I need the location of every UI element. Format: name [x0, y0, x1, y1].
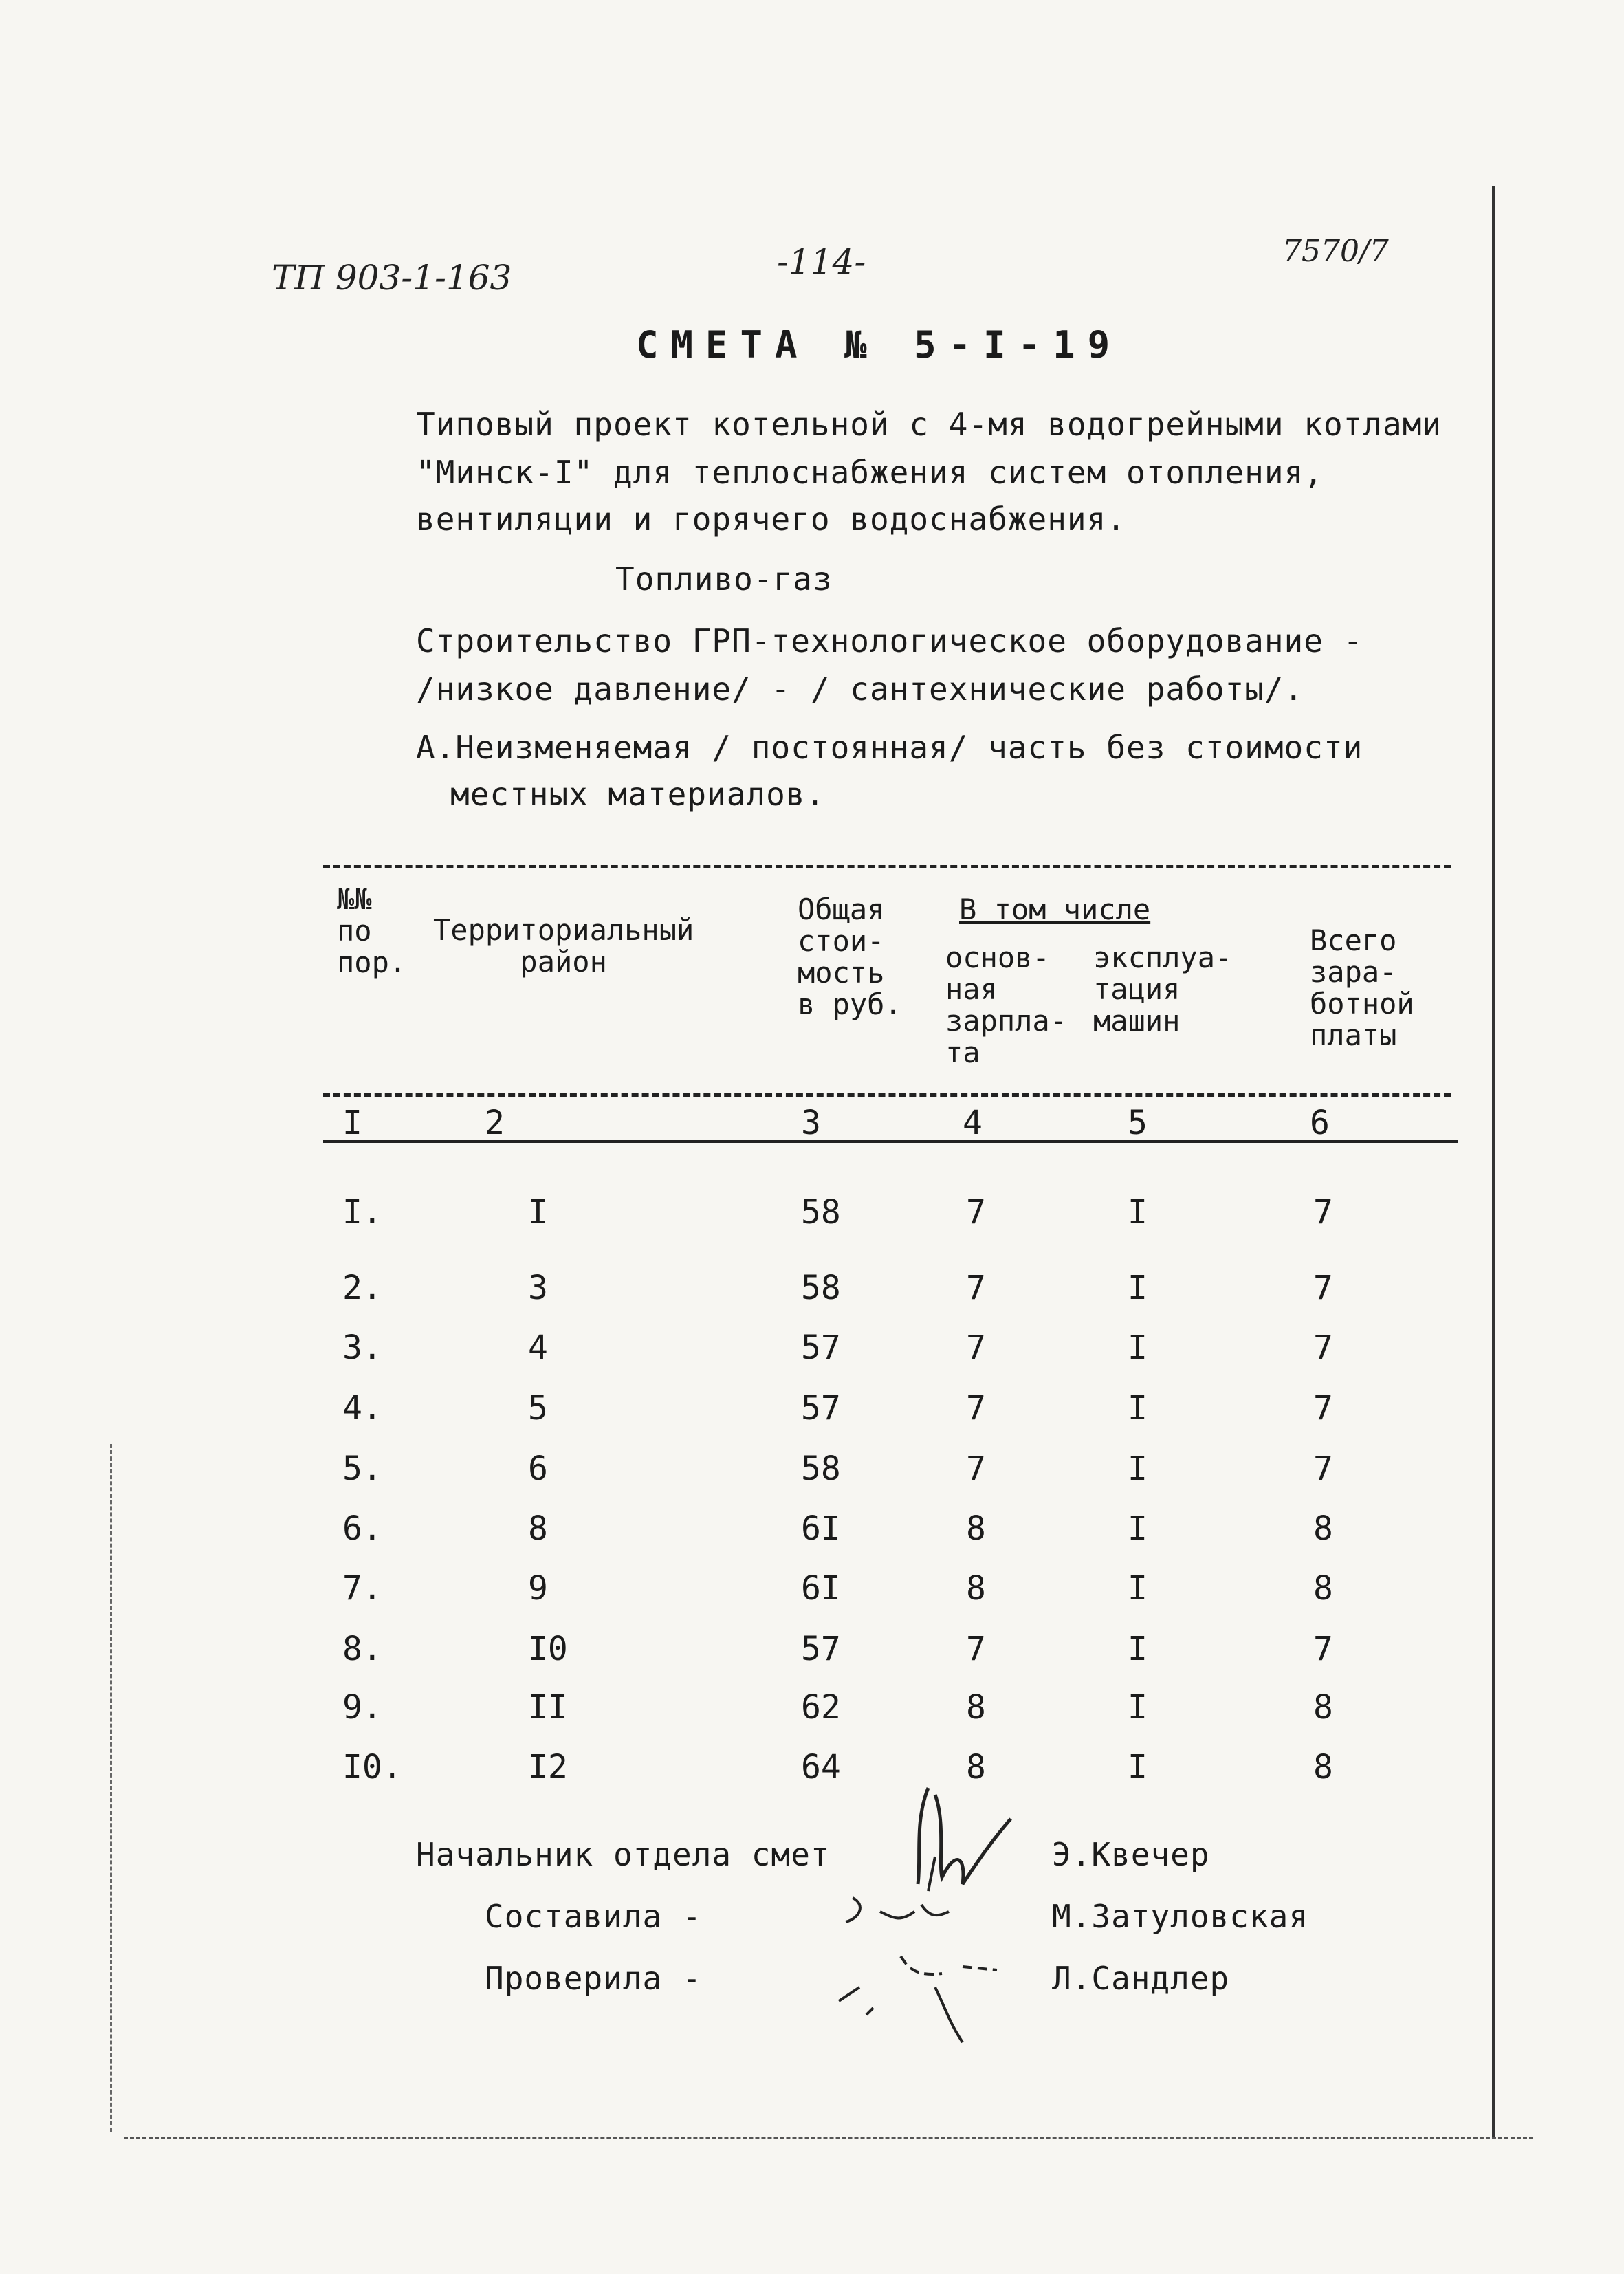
signature-role-head: Начальник отдела смет [416, 1836, 831, 1873]
col-header-district: Территориальный район [433, 913, 694, 979]
signature-name-compiled: М.Затуловская [1052, 1898, 1309, 1935]
handwritten-signatures [825, 1781, 1045, 2056]
page-border-left [110, 1444, 112, 2132]
description-line-2: "Минск-I" для теплоснабжения систем отопления, [416, 454, 1324, 491]
page-number: -114- [777, 242, 866, 282]
col-number: I [342, 1104, 362, 1142]
col-number: 5 [1128, 1104, 1148, 1142]
page-border-bottom [124, 2137, 1533, 2139]
col-header-number: №№ по пор. [337, 882, 407, 979]
col-header-total-wages: Всего зара- ботной платы [1310, 923, 1414, 1052]
description-line-3: вентиляции и горячего водоснабжения. [416, 501, 1126, 538]
construction-line-1: Строительство ГРП-технологическое оборудование - [416, 622, 1363, 659]
fuel-type: Топливо-газ [615, 560, 833, 598]
col-header-base-salary: основ- ная зарпла- та [945, 941, 1068, 1069]
table-top-rule [323, 865, 1451, 868]
doc-code: ТП 903-1-163 [272, 258, 512, 298]
page-border-right [1492, 186, 1495, 2139]
table-header-rule [323, 1093, 1451, 1097]
archive-number: 7570/7 [1282, 234, 1389, 269]
part-line-1: А.Неизменяемая / постоянная/ часть без стоимости [416, 729, 1363, 766]
signature-role-checked: Проверила - [485, 1960, 702, 1997]
col-header-group: В том числе [959, 893, 1151, 926]
col-number: 2 [485, 1104, 505, 1142]
table-numbering-rule [323, 1140, 1458, 1143]
part-line-2: местных материалов. [450, 776, 826, 813]
col-number: 4 [963, 1104, 983, 1142]
signature-name-head: Э.Квечер [1052, 1836, 1210, 1873]
construction-line-2: /низкое давление/ - / сантехнические работы/. [416, 670, 1304, 708]
col-header-total-cost: Общая стои- мость в руб. [798, 893, 902, 1021]
col-number: 3 [801, 1104, 821, 1142]
page-title: СМЕТА № 5-I-19 [636, 323, 1123, 367]
description-line-1: Типовый проект котельной с 4-мя водогрейными котлами [416, 406, 1442, 443]
col-header-machine-operation: эксплуа- тация машин [1093, 941, 1233, 1038]
signature-name-checked: Л.Сандлер [1052, 1960, 1230, 1997]
col-number: 6 [1310, 1104, 1330, 1142]
signature-role-compiled: Составила - [485, 1898, 702, 1935]
